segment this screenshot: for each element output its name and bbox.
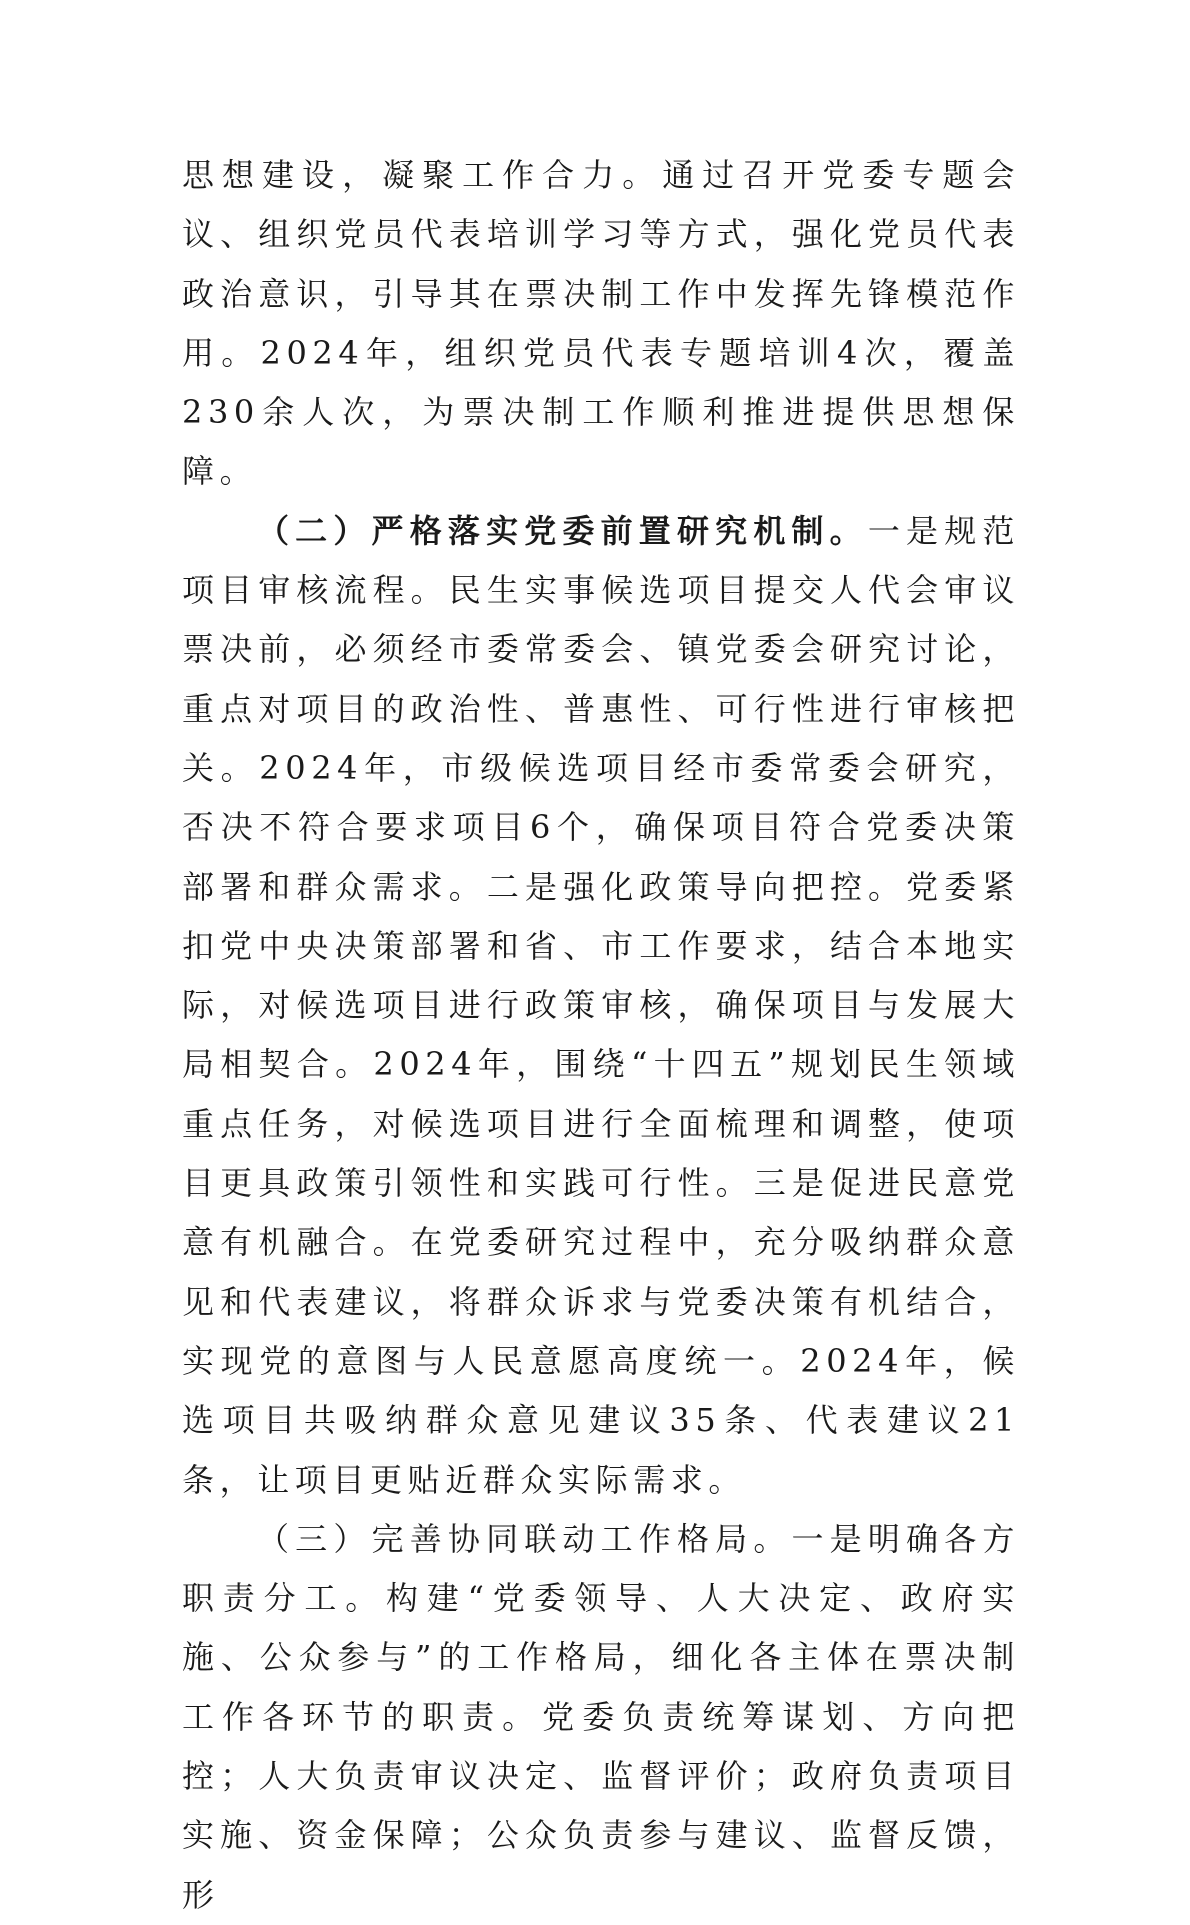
paragraph-continuation	[182, 146, 1020, 502]
section-heading: （三）完善协同联动工作格局。	[257, 1519, 792, 1558]
section-heading: （二）严格落实党委前置研究机制。	[257, 511, 868, 550]
paragraph-text: 一是明确各方职责分工。构建“党委领导、人大决定、政府实施、公众参与”的工作格局，细化各主体在票决制工作各环节的职责。党委负责统筹谋划、方向把控；人大负责审议决定、监督评价；政府负责项目实施、资金保障；公众负责参与建议、监督反馈，形	[182, 1519, 1020, 1914]
paragraph-text: 一是规范项目审核流程。民生实事候选项目提交人代会审议票决前，必须经市委常委会、镇党委会研究讨论，重点对项目的政治性、普惠性、可行性进行审核把关。2024年，市级候选项目经市委常委会研究，否决不符合要求项目6个，确保项目符合党委决策部署和群众需求。二是强化政策导向把控。党委紧扣党中央决策部署和省、市工作要求，结合本地实际，对候选项目进行政策审核，确保项目与发展大局相契合。2024年，围绕“十四五”规划民生领域重点任务，对候选项目进行全面梳理和调整，使项目更具政策引领性和实践可行性。三是促进民意党意有机融合。在党委研究过程中，充分吸纳群众意见和代表建议，将群众诉求与党委决策有机结合，实现党的意图与人民意愿高度统一。2024年，候选项目共吸纳群众意见建议35条、代表建议21条，让项目更贴近群众实际需求。	[182, 511, 1020, 1499]
paragraph-section-3	[182, 1510, 1020, 1925]
paragraph-section-2	[182, 502, 1020, 1510]
document-body	[182, 146, 1020, 1925]
paragraph-text: 思想建设，凝聚工作合力。通过召开党委专题会议、组织党员代表培训学习等方式，强化党员代表政治意识，引导其在票决制工作中发挥先锋模范作用。2024年，组织党员代表专题培训4次，覆盖230余人次，为票决制工作顺利推进提供思想保障。	[182, 156, 1020, 491]
